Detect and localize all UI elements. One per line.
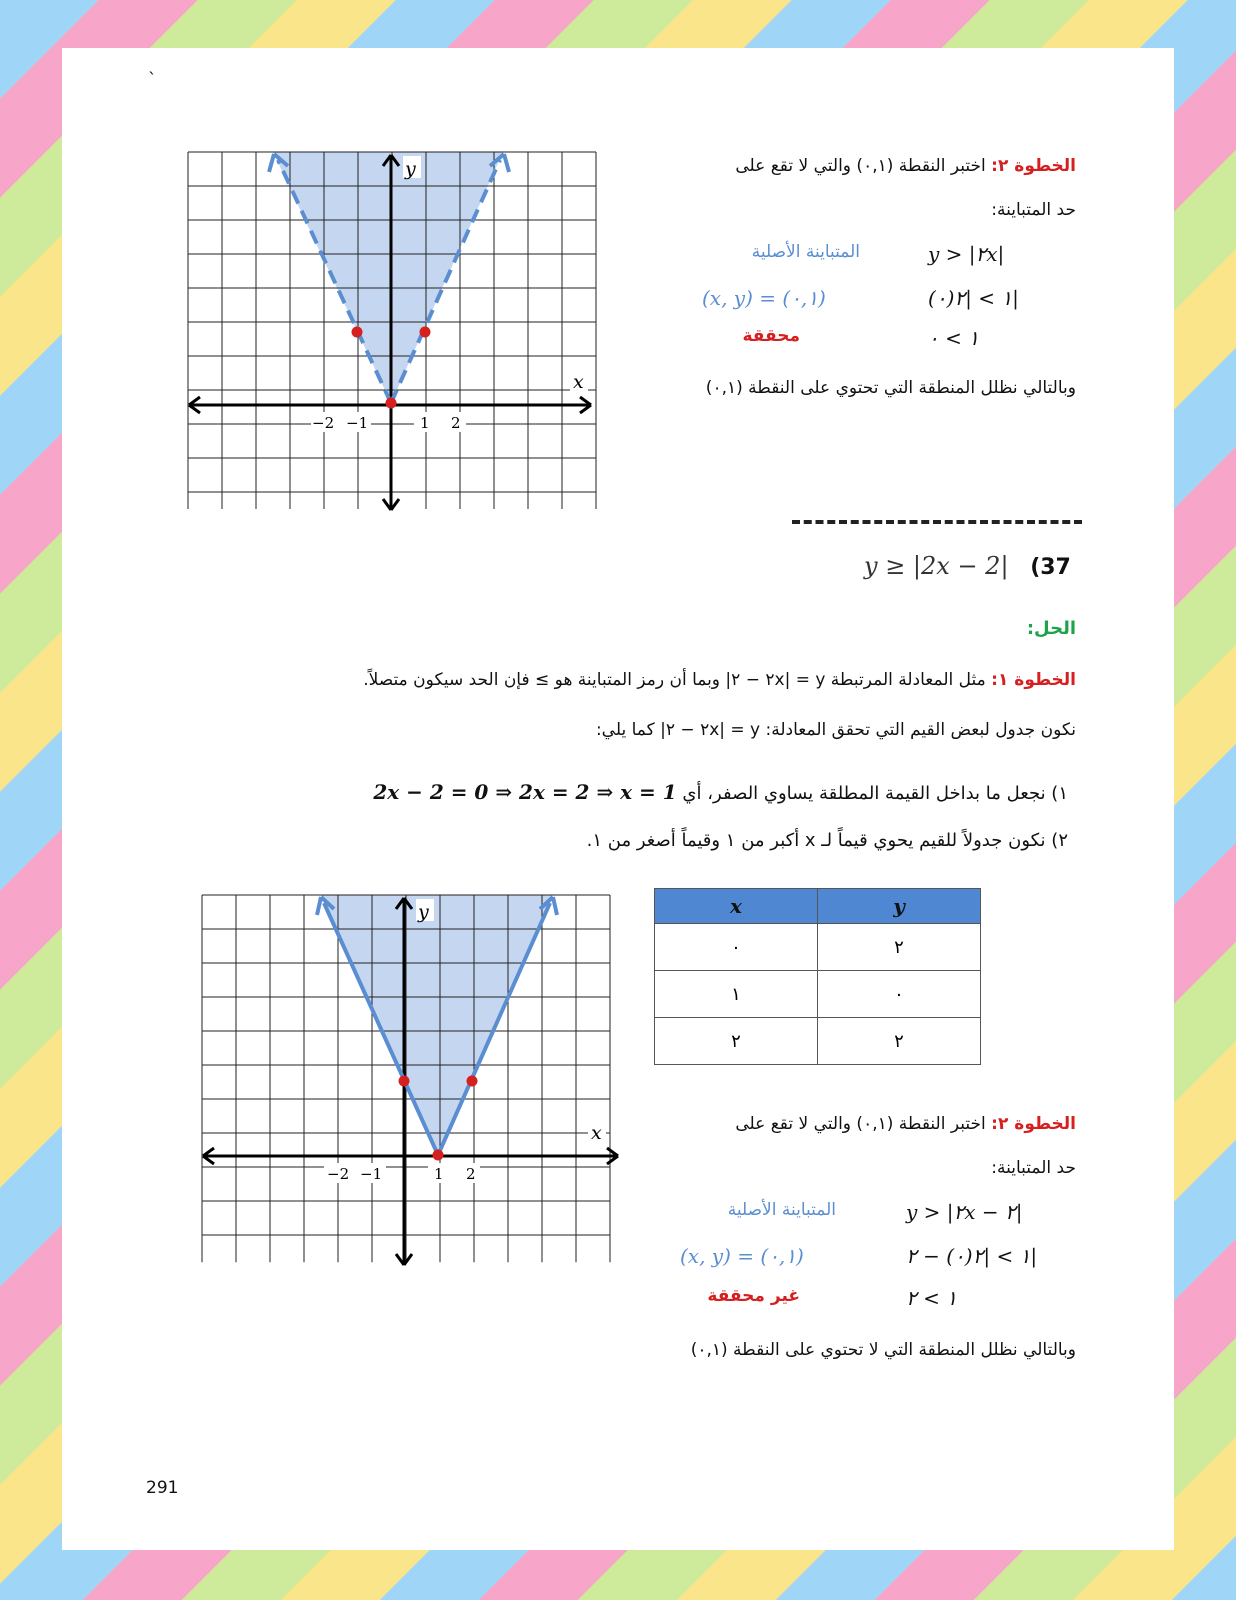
point-right <box>467 1076 478 1087</box>
values-table <box>654 888 981 1065</box>
table-cell: ٠ <box>655 924 818 971</box>
step2b-text: اختبر النقطة (٠,١) والتي لا تقع على <box>735 1114 986 1134</box>
tick-label: −1 <box>360 1165 383 1183</box>
problem-number: (37 <box>1030 555 1071 580</box>
problem-37 <box>864 552 1071 580</box>
tick-label: 2 <box>466 1165 476 1183</box>
step1-label: الخطوة ١: <box>991 670 1076 690</box>
inequality2-line-2: ١ > |٢(٠) − ٢| <box>906 1244 1038 1268</box>
table-intro: نكون جدول لبعض القيم التي تحقق المعادلة: y = |٢x − ٢| كما يلي: <box>595 720 1076 740</box>
x-axis-label: x <box>573 371 584 393</box>
tick-label: −2 <box>312 414 335 432</box>
table-row <box>655 924 981 971</box>
y-axis-label: y <box>405 158 416 180</box>
point-left <box>352 327 363 338</box>
tick-label: 1 <box>420 414 430 432</box>
step2-line-2: حد المتباينة: <box>991 200 1076 220</box>
point-vertex <box>433 1150 444 1161</box>
table-cell: ٢ <box>655 1018 818 1065</box>
section2-conclusion: وبالتالي نظلل المنطقة التي لا تحتوي على النقطة (٠,١) <box>690 1340 1076 1360</box>
test-point: (x, y) = (٠,١) <box>702 286 826 310</box>
item-1-math: 2x − 2 = 0 ⇒ 2x = 2 ⇒ x = 1 <box>373 780 677 804</box>
shaded-region <box>273 152 503 403</box>
item-1-text: ١) نجعل ما بداخل القيمة المطلقة يساوي الصفر، أي <box>682 783 1068 804</box>
top-mark: ` <box>148 70 157 90</box>
graph-1 <box>186 150 606 520</box>
inequality-line-2: ١ > |٢(٠)| <box>928 286 1019 310</box>
item-1 <box>373 780 1068 804</box>
table-header-x: x <box>655 889 818 924</box>
inequality-line-1: y > |٢x| <box>928 242 1005 266</box>
table-header-y: y <box>818 889 981 924</box>
inequality2-line-3: ١ > ٢ <box>906 1286 957 1310</box>
step2-text: اختبر النقطة (٠,١) والتي لا تقع على <box>735 156 986 176</box>
tick-label: −1 <box>346 414 369 432</box>
step1-text: مثل المعادلة المرتبطة y = |٢x − ٢| وبما أن رمز المتباينة هو ≥ فإن الحد سيكون متصلاً. <box>363 670 986 690</box>
table-cell: ٢ <box>818 924 981 971</box>
page-number: 291 <box>146 1478 179 1498</box>
tick-label: −2 <box>327 1165 350 1183</box>
table-cell: ٠ <box>818 971 981 1018</box>
table-row <box>655 971 981 1018</box>
step2b-line-1 <box>735 1114 1076 1134</box>
satisfied-label: محققة <box>742 326 800 346</box>
graph-2 <box>200 893 620 1273</box>
table-cell: ١ <box>655 971 818 1018</box>
shaded-region <box>321 895 553 1155</box>
point-right <box>420 327 431 338</box>
step2b-label: الخطوة ٢: <box>991 1114 1076 1134</box>
original-inequality-label: المتباينة الأصلية <box>751 242 860 262</box>
step2-label: الخطوة ٢: <box>991 156 1076 176</box>
inequality2-line-1: y > |٢x − ٢| <box>906 1200 1023 1224</box>
solution-label: الحل: <box>1026 618 1076 639</box>
not-satisfied-label: غير محققة <box>707 1286 800 1306</box>
section1-conclusion: وبالتالي نظلل المنطقة التي تحتوي على النقطة (٠,١) <box>705 378 1076 398</box>
test-point-2: (x, y) = (٠,١) <box>680 1244 804 1268</box>
problem-statement: y ≥ |2x − 2| <box>864 552 1009 580</box>
x-axis-label: x <box>591 1122 602 1144</box>
point-origin <box>386 398 397 409</box>
y-axis-label: y <box>418 901 429 923</box>
original-inequality-label-2: المتباينة الأصلية <box>727 1200 836 1220</box>
tick-label: 1 <box>434 1165 444 1183</box>
table-cell: ٢ <box>818 1018 981 1065</box>
tick-label: 2 <box>451 414 461 432</box>
table-row <box>655 1018 981 1065</box>
step1-line <box>363 670 1076 690</box>
inequality-line-3: ١ > ٠ <box>928 326 979 350</box>
step2-line-1 <box>735 156 1076 176</box>
item-2: ٢) نكون جدولاً للقيم يحوي قيماً لـ x أكبر من ١ وقيماً أصغر من ١. <box>586 830 1068 851</box>
step2b-line-2: حد المتباينة: <box>991 1158 1076 1178</box>
separator <box>792 520 1082 524</box>
point-left <box>399 1076 410 1087</box>
